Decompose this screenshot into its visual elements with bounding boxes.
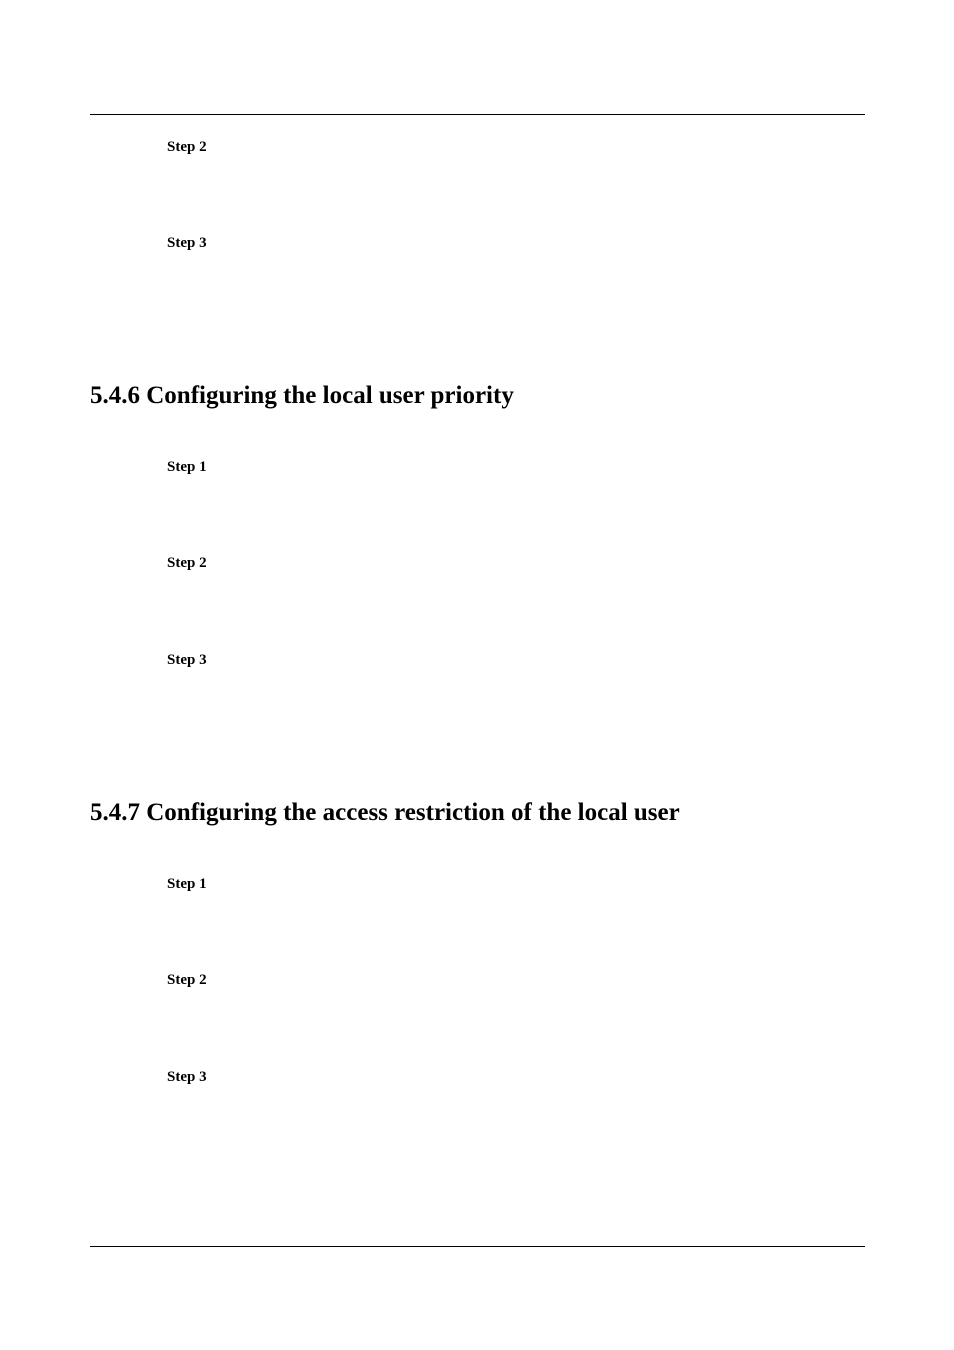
step-label: Step 1 — [167, 459, 207, 475]
step-label: Step 2 — [167, 139, 207, 155]
step-label: Step 2 — [167, 555, 207, 571]
section-heading: 5.4.6 Configuring the local user priority — [90, 382, 514, 409]
step-label: Step 3 — [167, 1069, 207, 1085]
footer-rule — [90, 1246, 865, 1247]
step-label: Step 3 — [167, 235, 207, 251]
step-label: Step 3 — [167, 652, 207, 668]
step-label: Step 2 — [167, 972, 207, 988]
header-rule — [90, 114, 865, 115]
step-label: Step 1 — [167, 876, 207, 892]
section-heading: 5.4.7 Configuring the access restriction of the local user — [90, 799, 680, 826]
